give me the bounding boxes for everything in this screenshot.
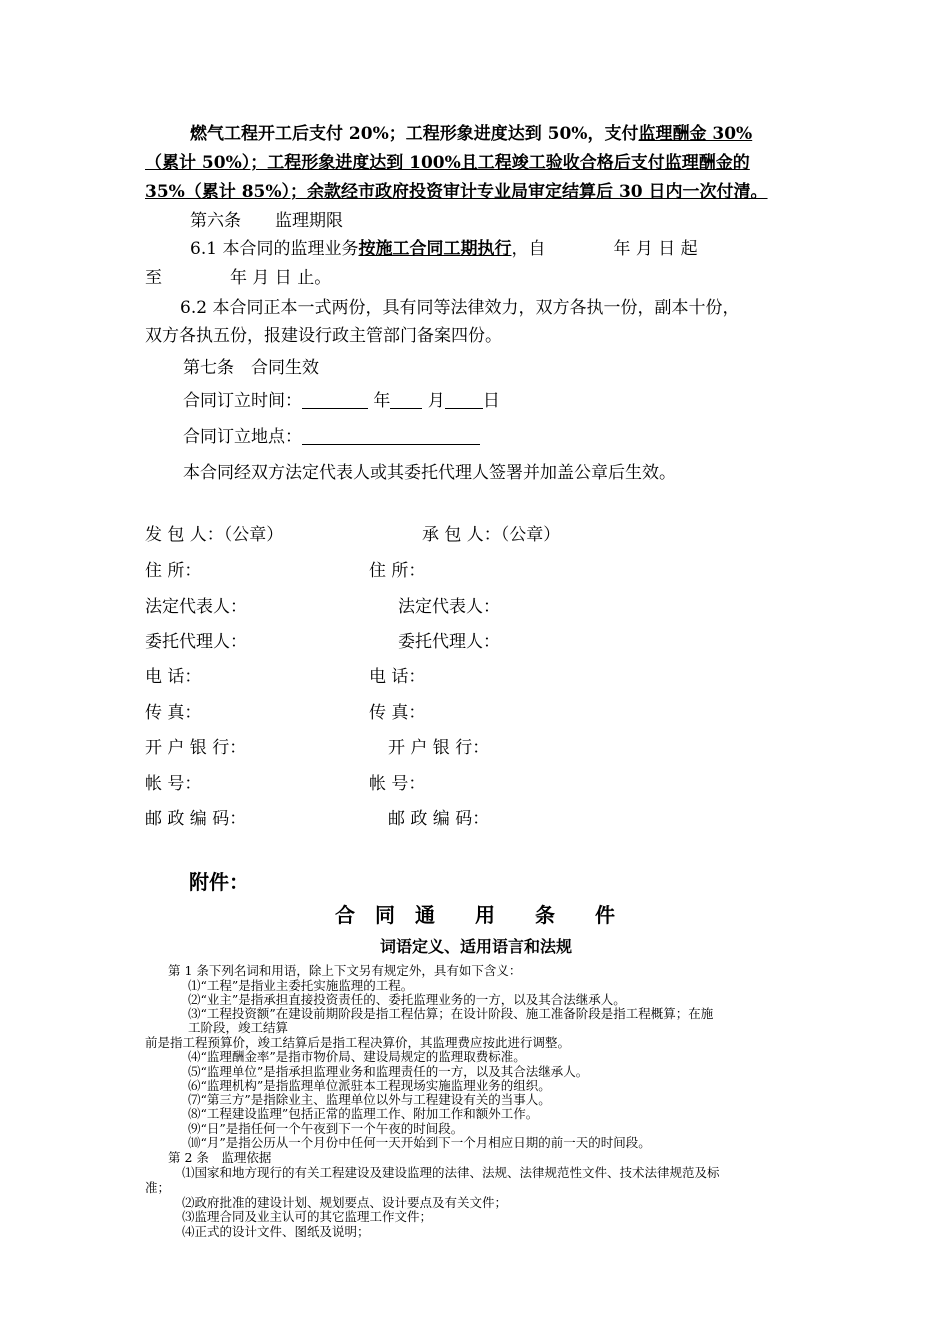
basis-item: ⑶监理合同及业主认可的其它监理工作文件； xyxy=(182,1209,433,1224)
article-6-2-line-2: 双方各执五份，报建设行政主管部门备案四份。 xyxy=(145,326,502,346)
party-b-fax: 传 真： xyxy=(369,703,426,723)
definition-item: ⑺“第三方”是指除业主、监理单位以外与工程建设有关的当事人。 xyxy=(188,1092,551,1107)
party-b-postcode: 邮 政 编 码： xyxy=(388,809,490,829)
definition-item: ⑴“工程”是指业主委托实施监理的工程。 xyxy=(188,978,414,993)
party-a-phone: 电 话： xyxy=(145,667,202,687)
basis-item: ⑵政府批准的建设计划、规划要点、设计要点及有关文件； xyxy=(182,1195,508,1210)
basis-item-cont: 准； xyxy=(145,1180,171,1195)
article-6-2-line-1: 6.2 本合同正本一式两份，具有同等法律效力，双方各执一份，副本十份， xyxy=(180,298,740,318)
clause-2-heading: 第 2 条 监理依据 xyxy=(168,1150,272,1165)
contract-place-label: 合同订立地点： xyxy=(183,427,302,447)
contract-place-line xyxy=(183,422,480,447)
party-a-agent: 委托代理人： xyxy=(145,632,247,652)
article-6-1-line-2: 至 年 月 日 止。 xyxy=(145,268,332,288)
party-b-contractor: 承 包 人：（公章） xyxy=(422,525,561,545)
definition-item: ⑸“监理单位”是指承担监理业务和监理责任的一方，以及其合法继承人。 xyxy=(188,1064,589,1079)
appendix-label: 附件： xyxy=(189,870,249,894)
definition-item: ⑷“监理酬金率”是指市物价局、建设局规定的监理取费标准。 xyxy=(188,1049,526,1064)
party-b-address: 住 所： xyxy=(369,561,426,581)
party-b-phone: 电 话： xyxy=(369,667,426,687)
party-b-account: 帐 号： xyxy=(369,774,426,794)
contract-time-line: 合同订立时间： 年 月 日 xyxy=(183,391,500,411)
month-blank[interactable] xyxy=(390,392,422,409)
party-a-client: 发 包 人：（公章） xyxy=(145,525,284,545)
party-a-address: 住 所： xyxy=(145,561,202,581)
definition-item-cont: 工阶段，竣工结算 xyxy=(188,1020,289,1035)
appendix-title: 合 同 通 用 条 件 xyxy=(335,903,615,927)
payment-line-1: 燃气工程开工后支付 20%；工程形象进度达到 50%，支付监理酬金 30% xyxy=(190,124,753,144)
party-a-legal-rep: 法定代表人： xyxy=(145,597,247,617)
payment-line-3: 35%（累计 85%）；余款经市政府投资审计专业局审定结算后 30 日内一次付清。 xyxy=(145,182,768,202)
article-6-heading: 第六条 监理期限 xyxy=(190,211,343,231)
definition-item: ⑶“工程投资额”在建设前期阶段是指工程估算；在设计阶段、施工准备阶段是指工程概算；在施 xyxy=(188,1006,714,1021)
basis-item: ⑴国家和地方现行的有关工程建设及建设监理的法律、法规、法律规范性文件、技术法律规范及标 xyxy=(182,1165,720,1180)
party-b-bank: 开 户 银 行： xyxy=(388,738,490,758)
article-7-heading: 第七条 合同生效 xyxy=(183,358,319,378)
effective-clause: 本合同经双方法定代表人或其委托代理人签署并加盖公章后生效。 xyxy=(183,463,676,483)
place-blank[interactable] xyxy=(302,428,480,445)
day-blank[interactable] xyxy=(445,392,483,409)
definition-item: ⑼“日”是指任何一个午夜到下一个午夜的时间段。 xyxy=(188,1121,464,1136)
year-blank[interactable] xyxy=(302,392,368,409)
basis-item: ⑷正式的设计文件、图纸及说明； xyxy=(182,1224,370,1239)
party-a-bank: 开 户 银 行： xyxy=(145,738,247,758)
contract-time-label: 合同订立时间： xyxy=(183,391,302,411)
definition-item-cont: 前是指工程预算价，竣工结算后是指工程决算价，其监理费应按此进行调整。 xyxy=(145,1035,571,1050)
party-a-account: 帐 号： xyxy=(145,774,202,794)
party-b-agent: 委托代理人： xyxy=(398,632,500,652)
payment-line-2: （累计 50%）；工程形象进度达到 100%且工程竣工验收合格后支付监理酬金的 xyxy=(145,153,750,173)
definition-item: ⑵“业主”是指承担直接投资责任的、委托监理业务的一方，以及其合法继承人。 xyxy=(188,992,626,1007)
party-b-legal-rep: 法定代表人： xyxy=(398,597,500,617)
definition-item: ⑽“月”是指公历从一个月份中任何一天开始到下一个月相应日期的前一天的时间段。 xyxy=(188,1135,651,1150)
article-6-1-line-1: 6.1 本合同的监理业务按施工合同工期执行，自 年 月 日 起 xyxy=(190,239,698,259)
party-a-fax: 传 真： xyxy=(145,703,202,723)
definition-item: ⑻“工程建设监理”包括正常的监理工作、附加工作和额外工作。 xyxy=(188,1106,539,1121)
definition-item: ⑹“监理机构”是指监理单位派驻本工程现场实施监理业务的组织。 xyxy=(188,1078,551,1093)
party-a-postcode: 邮 政 编 码： xyxy=(145,809,247,829)
appendix-subtitle: 词语定义、适用语言和法规 xyxy=(380,937,573,956)
clause-1-intro: 第 1 条下列名词和用语，除上下文另有规定外，具有如下含义： xyxy=(168,963,522,978)
